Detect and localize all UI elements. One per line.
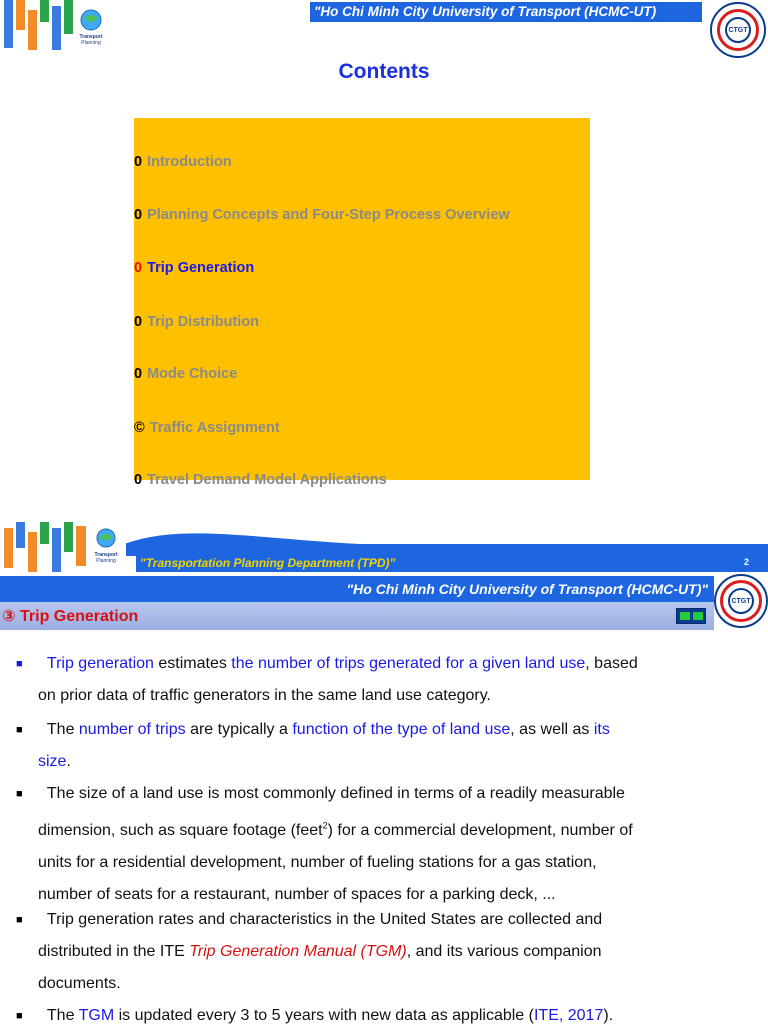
globe-icon (90, 524, 122, 570)
bullet-paragraph (16, 714, 738, 778)
globe-icon (76, 4, 106, 50)
toc-bullet: 0 (134, 260, 143, 276)
toc-label: Trip Generation (147, 260, 255, 276)
seal-text: CTGT (725, 17, 751, 43)
bullet-text: Trip generation rates and characteristics in the United States are collected and distributed in the ITE Trip Generation Manual (TGM), and its various companion documents. (38, 911, 603, 992)
bullet-marker: ■ (16, 658, 23, 670)
toc-item-travel-demand[interactable] (134, 472, 387, 488)
toc-label: Traffic Assignment (149, 420, 280, 436)
trip-generation-slide (0, 572, 768, 1024)
toc-label: Introduction (147, 154, 232, 170)
bullet-text: The size of a land use is most commonly defined in terms of a readily measurable dimension, such as square footage (feet$^2$) for a commercial development, number of units for a residential development, number of fueling stations for a gas station, number of seats for a restaurant, number of spaces for a parking deck, ... (38, 785, 633, 904)
toc-item-mode-choice[interactable] (134, 366, 237, 382)
bullet-marker: ■ (16, 788, 23, 800)
toc-item-trip-generation[interactable] (134, 260, 254, 276)
svg-text:Transport: Transport (94, 552, 118, 558)
svg-text:Planning: Planning (81, 40, 101, 46)
university-header (310, 2, 702, 22)
footer-logo (0, 518, 126, 572)
svg-text:Planning: Planning (96, 558, 116, 564)
svg-text:Transport: Transport (79, 34, 103, 40)
toc-item-trip-distribution[interactable] (134, 314, 259, 330)
footer-text: "Transportation Planning Department (TPD)" (140, 556, 396, 570)
toc-label: Mode Choice (147, 366, 238, 382)
bullet-paragraph (16, 904, 738, 1000)
toc-item-planning-concepts[interactable] (134, 207, 510, 223)
university-seal (710, 2, 766, 58)
toc-item-introduction[interactable] (134, 154, 232, 170)
university-header (0, 576, 714, 602)
bullet-text: The number of trips are typically a function of the type of land use, as well as its size. (38, 721, 610, 770)
toc-bullet: © (134, 420, 145, 436)
university-title: "Ho Chi Minh City University of Transport (HCMC-UT) (314, 4, 657, 19)
footer-band (136, 554, 768, 572)
section-title-text: Trip Generation (20, 608, 139, 625)
toc-bullet: 0 (134, 472, 143, 488)
section-number: ③ (2, 608, 16, 625)
section-title (2, 606, 138, 626)
page-number: 2 (744, 557, 750, 567)
bullet-marker: ■ (16, 724, 23, 736)
toc-bullet: 0 (134, 314, 143, 330)
bullet-paragraph (16, 648, 738, 712)
toc-bullet: 0 (134, 207, 143, 223)
bullet-paragraph (16, 778, 738, 911)
bullet-marker: ■ (16, 1010, 23, 1022)
bullet-marker: ■ (16, 914, 23, 926)
toc-bullet: 0 (134, 366, 143, 382)
toc-label: Trip Distribution (147, 314, 260, 330)
toc-bullet: 0 (134, 154, 143, 170)
department-logo (0, 0, 112, 52)
university-title: "Ho Chi Minh City University of Transport (HCMC-UT)" (346, 581, 708, 597)
bullet-text: The TGM is updated every 3 to 5 years with new data as applicable (ITE, 2017). (46, 1007, 614, 1024)
toc-label: Planning Concepts and Four-Step Process Overview (147, 207, 510, 223)
page-title: Contents (338, 60, 430, 83)
navigation-icon[interactable] (676, 608, 706, 624)
seal-text: CTGT (728, 588, 754, 614)
toc-item-traffic-assignment[interactable] (134, 420, 280, 436)
footer-wave (100, 508, 768, 556)
toc-label: Travel Demand Model Applications (147, 472, 387, 488)
bullet-text: Trip generation estimates the number of trips generated for a given land use, based on prior data of traffic generators in the same land use category. (38, 655, 638, 704)
bullet-paragraph (16, 1000, 738, 1024)
university-seal (714, 574, 768, 628)
